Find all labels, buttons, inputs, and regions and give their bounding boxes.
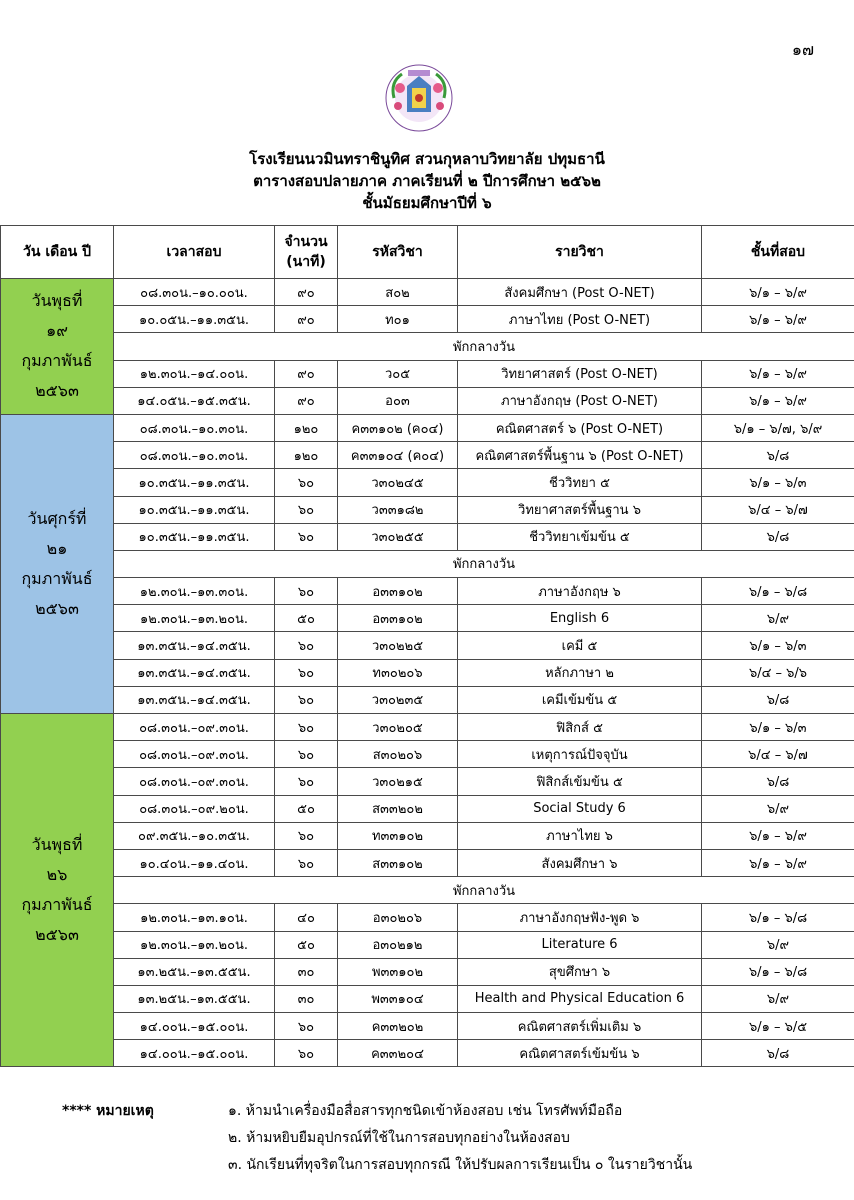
subject-name: วิทยาศาสตร์ (Post O-NET) (458, 360, 702, 387)
subject-name: English 6 (458, 605, 702, 632)
exam-day-cell (1, 414, 114, 713)
exam-time: ๑๒.๓๐น.–๑๓.๒๐น. (114, 605, 275, 632)
subject-name: Social Study 6 (458, 795, 702, 822)
exam-level: ๖/๑ – ๖/๘ (702, 958, 854, 985)
subject-name: Health and Physical Education 6 (458, 985, 702, 1012)
subject-code: อ๓๐๒๐๖ (338, 904, 458, 931)
header-minutes (275, 226, 338, 279)
subject-code: ส๓๓๑๐๒ (338, 849, 458, 876)
exam-level: ๖/๑ – ๖/๙ (702, 360, 854, 387)
grade-level: ชั้นมัธยมศึกษาปีที่ ๖ (362, 194, 492, 212)
exam-time: ๐๘.๓๐น.–๐๙.๓๐น. (114, 741, 275, 768)
lunch-break-row (1, 333, 854, 360)
exam-level: ๖/๑ – ๖/๙ (702, 387, 854, 414)
exam-minutes: ๕๐ (275, 931, 338, 958)
subject-name: เคมี ๕ (458, 632, 702, 659)
exam-minutes: ๖๐ (275, 659, 338, 686)
exam-day-line: วันพุธที่ (31, 835, 83, 855)
exam-minutes: ๖๐ (275, 632, 338, 659)
exam-minutes: ๖๐ (275, 741, 338, 768)
exam-time: ๑๔.๐๐น.–๑๕.๐๐น. (114, 1040, 275, 1067)
exam-time: ๐๘.๓๐น.–๑๐.๓๐น. (114, 414, 275, 441)
subject-code: ส๓๓๒๐๒ (338, 795, 458, 822)
exam-day-line: กุมภาพันธ์ (21, 351, 93, 371)
subject-code: ว๐๕ (338, 360, 458, 387)
table-row (1, 496, 854, 523)
subject-code: ว๓๐๒๔๕ (338, 469, 458, 496)
exam-minutes: ๙๐ (275, 387, 338, 414)
school-name: โรงเรียนนวมินทราชินูทิศ สวนกุหลาบวิทยาลัย ปทุมธานี (249, 150, 605, 168)
subject-code: ว๓๐๒๑๕ (338, 768, 458, 795)
exam-minutes: ๖๐ (275, 496, 338, 523)
subject-name: ชีววิทยาเข้มข้น ๕ (458, 523, 702, 550)
subject-name: ภาษาไทย ๖ (458, 822, 702, 849)
exam-level: ๖/๑ – ๖/๘ (702, 904, 854, 931)
subject-code: ท๓๐๒๐๖ (338, 659, 458, 686)
subject-name: Literature 6 (458, 931, 702, 958)
header-minutes-line1: จำนวน (284, 234, 328, 250)
exam-level: ๖/๑ – ๖/๓ (702, 714, 854, 741)
subject-code: อ๓๓๑๐๒ (338, 605, 458, 632)
exam-time: ๑๓.๒๕น.–๑๓.๕๕น. (114, 958, 275, 985)
exam-minutes: ๙๐ (275, 306, 338, 333)
exam-time: ๑๒.๓๐น.–๑๓.๑๐น. (114, 904, 275, 931)
subject-name: สังคมศึกษา ๖ (458, 849, 702, 876)
subject-code: อ๐๓ (338, 387, 458, 414)
subject-name: ภาษาอังกฤษฟัง-พูด ๖ (458, 904, 702, 931)
exam-minutes: ๖๐ (275, 1013, 338, 1040)
table-row (1, 442, 854, 469)
exam-minutes: ๖๐ (275, 822, 338, 849)
exam-level: ๖/๑ – ๖/๓ (702, 469, 854, 496)
subject-name: ภาษาอังกฤษ ๖ (458, 578, 702, 605)
exam-time: ๑๔.๐๕น.–๑๕.๓๕น. (114, 387, 275, 414)
exam-schedule-table (0, 225, 854, 1067)
table-row (1, 714, 854, 741)
exam-minutes: ๙๐ (275, 360, 338, 387)
exam-time: ๑๐.๓๕น.–๑๑.๓๕น. (114, 469, 275, 496)
exam-day-line: ๒๑ (46, 538, 68, 558)
header-code: รหัสวิชา (338, 226, 458, 279)
exam-minutes: ๖๐ (275, 523, 338, 550)
table-row (1, 469, 854, 496)
subject-name: คณิตศาสตร์เพิ่มเติม ๖ (458, 1013, 702, 1040)
lunch-break-row (1, 877, 854, 904)
exam-level: ๖/๑ – ๖/๕ (702, 1013, 854, 1040)
exam-time: ๑๔.๐๐น.–๑๕.๐๐น. (114, 1013, 275, 1040)
exam-day-line: วันพุธที่ (31, 291, 83, 311)
exam-time: ๐๘.๓๐น.–๐๙.๓๐น. (114, 768, 275, 795)
page-number: ๑๗ (791, 40, 814, 59)
table-header-row (1, 226, 854, 279)
table-row (1, 414, 854, 441)
subject-code: ท๐๑ (338, 306, 458, 333)
header-subject: รายวิชา (458, 226, 702, 279)
exam-time: ๑๓.๒๕น.–๑๓.๕๕น. (114, 985, 275, 1012)
header-level: ชั้นที่สอบ (702, 226, 854, 279)
table-row (1, 1013, 854, 1040)
exam-day-line: ๒๕๖๓ (35, 925, 79, 945)
exam-level: ๖/๑ – ๖/๓ (702, 632, 854, 659)
note-item: ๑. ห้ามนำเครื่องมือสื่อสารทุกชนิดเข้าห้องสอบ เช่น โทรศัพท์มือถือ (228, 1103, 623, 1119)
exam-day-line: ๒๖ (46, 865, 68, 885)
exam-day-cell (1, 279, 114, 415)
header-minutes-line2: (นาที) (286, 254, 326, 270)
exam-time: ๐๘.๓๐น.–๑๐.๓๐น. (114, 442, 275, 469)
subject-name: เคมีเข้มข้น ๕ (458, 686, 702, 713)
exam-time: ๑๒.๓๐น.–๑๓.๒๐น. (114, 931, 275, 958)
exam-time: ๑๒.๓๐น.–๑๓.๓๐น. (114, 578, 275, 605)
exam-level: ๖/๙ (702, 985, 854, 1012)
table-row (1, 822, 854, 849)
exam-level: ๖/๙ (702, 795, 854, 822)
exam-level: ๖/๘ (702, 1040, 854, 1067)
notes-label: **** หมายเหตุ (62, 1103, 154, 1119)
lunch-break-row (1, 550, 854, 577)
subject-code: ว๓๓๑๘๒ (338, 496, 458, 523)
exam-level: ๖/๑ – ๖/๙ (702, 822, 854, 849)
subject-name: ภาษาอังกฤษ (Post O-NET) (458, 387, 702, 414)
exam-level: ๖/๑ – ๖/๘ (702, 578, 854, 605)
table-row (1, 523, 854, 550)
exam-day-cell (1, 714, 114, 1067)
exam-minutes: ๙๐ (275, 279, 338, 306)
subject-name: สังคมศึกษา (Post O-NET) (458, 279, 702, 306)
exam-minutes: ๖๐ (275, 578, 338, 605)
table-row (1, 768, 854, 795)
table-row (1, 931, 854, 958)
subject-name: วิทยาศาสตร์พื้นฐาน ๖ (458, 496, 702, 523)
table-row (1, 360, 854, 387)
subject-code: ว๓๐๒๓๕ (338, 686, 458, 713)
subject-code: พ๓๓๑๐๒ (338, 958, 458, 985)
exam-minutes: ๕๐ (275, 795, 338, 822)
table-row (1, 849, 854, 876)
exam-day-line: ๒๕๖๓ (35, 598, 79, 618)
exam-minutes: ๖๐ (275, 1040, 338, 1067)
note-item: ๓. นักเรียนที่ทุจริตในการสอบทุกกรณี ให้ปรับผลการเรียนเป็น ๐ ในรายวิชานั้น (228, 1157, 693, 1173)
exam-level: ๖/๘ (702, 442, 854, 469)
note-item: ๒. ห้ามหยิบยืมอุปกรณ์ที่ใช้ในการสอบทุกอย่างในห้องสอบ (228, 1130, 570, 1146)
exam-level: ๖/๑ – ๖/๙ (702, 279, 854, 306)
table-row (1, 686, 854, 713)
exam-minutes: ๔๐ (275, 904, 338, 931)
exam-day-line: กุมภาพันธ์ (21, 895, 93, 915)
table-row (1, 605, 854, 632)
table-row (1, 659, 854, 686)
exam-day-line: ๑๙ (46, 321, 68, 341)
exam-level: ๖/๑ – ๖/๗, ๖/๙ (702, 414, 854, 441)
subject-code: ท๓๓๑๐๒ (338, 822, 458, 849)
subject-name: ชีววิทยา ๕ (458, 469, 702, 496)
subject-code: ว๓๐๒๒๕ (338, 632, 458, 659)
subject-code: ค๓๓๑๐๔ (ค๐๔) (338, 442, 458, 469)
exam-level: ๖/๑ – ๖/๙ (702, 849, 854, 876)
subject-name: ฟิสิกส์ ๕ (458, 714, 702, 741)
exam-minutes: ๕๐ (275, 605, 338, 632)
subject-code: ว๓๐๒๕๕ (338, 523, 458, 550)
exam-time: ๐๘.๓๐น.–๐๙.๓๐น. (114, 714, 275, 741)
exam-time: ๑๐.๓๕น.–๑๑.๓๕น. (114, 496, 275, 523)
table-row (1, 279, 854, 306)
lunch-break-label: พักกลางวัน (114, 550, 854, 577)
exam-level: ๖/๙ (702, 605, 854, 632)
subject-code: ค๓๓๒๐๒ (338, 1013, 458, 1040)
exam-time: ๑๐.๐๕น.–๑๑.๓๕น. (114, 306, 275, 333)
table-row (1, 985, 854, 1012)
exam-level: ๖/๔ – ๖/๖ (702, 659, 854, 686)
table-row (1, 1040, 854, 1067)
exam-minutes: ๑๒๐ (275, 414, 338, 441)
exam-time: ๑๐.๓๕น.–๑๑.๓๕น. (114, 523, 275, 550)
subject-code: ส๓๐๒๐๖ (338, 741, 458, 768)
subject-name: คณิตศาสตร์พื้นฐาน ๖ (Post O-NET) (458, 442, 702, 469)
table-row (1, 306, 854, 333)
subject-name: คณิตศาสตร์ ๖ (Post O-NET) (458, 414, 702, 441)
exam-minutes: ๑๒๐ (275, 442, 338, 469)
exam-minutes: ๓๐ (275, 985, 338, 1012)
school-logo (380, 62, 458, 134)
exam-level: ๖/๔ – ๖/๗ (702, 496, 854, 523)
lunch-break-label: พักกลางวัน (114, 333, 854, 360)
exam-minutes: ๓๐ (275, 958, 338, 985)
exam-minutes: ๖๐ (275, 714, 338, 741)
subject-name: เหตุการณ์ปัจจุบัน (458, 741, 702, 768)
subject-code: ค๓๓๑๐๒ (ค๐๔) (338, 414, 458, 441)
exam-minutes: ๖๐ (275, 686, 338, 713)
subject-code: ว๓๐๒๐๕ (338, 714, 458, 741)
header-date: วัน เดือน ปี (1, 226, 114, 279)
header-time: เวลาสอบ (114, 226, 275, 279)
subject-name: คณิตศาสตร์เข้มข้น ๖ (458, 1040, 702, 1067)
exam-time: ๐๙.๓๕น.–๑๐.๓๕น. (114, 822, 275, 849)
table-row (1, 904, 854, 931)
subject-code: ค๓๓๒๐๔ (338, 1040, 458, 1067)
subject-code: พ๓๓๑๐๔ (338, 985, 458, 1012)
table-row (1, 578, 854, 605)
exam-level: ๖/๘ (702, 768, 854, 795)
exam-day-line: กุมภาพันธ์ (21, 568, 93, 588)
table-row (1, 387, 854, 414)
exam-time: ๑๓.๓๕น.–๑๔.๓๕น. (114, 632, 275, 659)
exam-time: ๑๒.๓๐น.–๑๔.๐๐น. (114, 360, 275, 387)
table-row (1, 795, 854, 822)
subject-name: ฟิสิกส์เข้มข้น ๕ (458, 768, 702, 795)
exam-time: ๐๘.๓๐น.–๑๐.๐๐น. (114, 279, 275, 306)
table-row (1, 741, 854, 768)
exam-time: ๑๐.๔๐น.–๑๑.๔๐น. (114, 849, 275, 876)
subject-name: ภาษาไทย (Post O-NET) (458, 306, 702, 333)
schedule-title: ตารางสอบปลายภาค ภาคเรียนที่ ๒ ปีการศึกษา ๒๕๖๒ (253, 172, 601, 190)
exam-level: ๖/๔ – ๖/๗ (702, 741, 854, 768)
exam-minutes: ๖๐ (275, 469, 338, 496)
exam-level: ๖/๘ (702, 523, 854, 550)
table-row (1, 958, 854, 985)
lunch-break-label: พักกลางวัน (114, 877, 854, 904)
exam-time: ๑๓.๓๕น.–๑๔.๓๕น. (114, 659, 275, 686)
exam-time: ๑๓.๓๕น.–๑๔.๓๕น. (114, 686, 275, 713)
exam-minutes: ๖๐ (275, 768, 338, 795)
subject-code: อ๓๐๒๑๒ (338, 931, 458, 958)
subject-code: อ๓๓๑๐๒ (338, 578, 458, 605)
exam-level: ๖/๘ (702, 686, 854, 713)
exam-level: ๖/๙ (702, 931, 854, 958)
exam-day-line: วันศุกร์ที่ (27, 508, 87, 528)
subject-code: ส๐๒ (338, 279, 458, 306)
exam-day-line: ๒๕๖๓ (35, 381, 79, 401)
subject-name: หลักภาษา ๒ (458, 659, 702, 686)
table-row (1, 632, 854, 659)
exam-time: ๐๘.๓๐น.–๐๙.๒๐น. (114, 795, 275, 822)
subject-name: สุขศึกษา ๖ (458, 958, 702, 985)
exam-level: ๖/๑ – ๖/๙ (702, 306, 854, 333)
exam-minutes: ๖๐ (275, 849, 338, 876)
